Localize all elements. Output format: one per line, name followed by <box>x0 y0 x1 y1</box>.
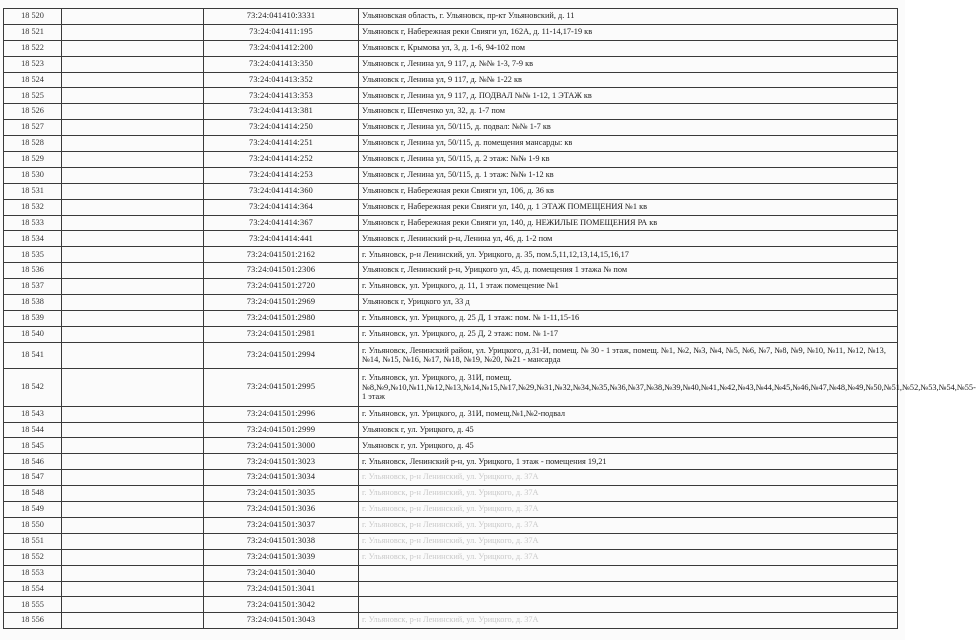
blank-cell <box>62 565 204 581</box>
row-number-cell: 18 546 <box>4 454 62 470</box>
cadastral-number-cell: 73:24:041410:3331 <box>204 9 359 25</box>
address-cell: г. Ульяновск, Ленинский р-н, ул. Урицкого, 1 этаж - помещения 19,21 <box>359 454 898 470</box>
blank-cell <box>62 104 204 120</box>
table-row <box>4 517 898 533</box>
row-number-cell: 18 525 <box>4 88 62 104</box>
row-number-cell: 18 523 <box>4 56 62 72</box>
address-cell: Ульяновская область, г. Ульяновск, пр-кт Ульяновский, д. 11 <box>359 9 898 25</box>
row-number-cell: 18 534 <box>4 231 62 247</box>
address-cell: г. Ульяновск, ул. Урицкого, д. 31И, помещ.№8,№9,№10,№11,№12,№13,№14,№15,№17,№29,№31,№32,№34,№35,№36,№37,№38,№39,№40,№41,№42,№43,№44,№45,№46,№47,№48,№49,№50,№51,№52,№53,№54,№55-1 этаж <box>359 368 898 406</box>
row-number-cell: 18 533 <box>4 215 62 231</box>
address-cell: г. Ульяновск, ул. Урицкого, д. 25 Д, 1 этаж: пом. № 1-11,15-16 <box>359 310 898 326</box>
table-row <box>4 199 898 215</box>
row-number-cell: 18 540 <box>4 326 62 342</box>
table-row <box>4 167 898 183</box>
blank-cell <box>62 247 204 263</box>
blank-cell <box>62 295 204 311</box>
blank-cell <box>62 470 204 486</box>
table-row <box>4 422 898 438</box>
address-cell <box>359 581 898 597</box>
row-number-cell: 18 529 <box>4 152 62 168</box>
cadastral-number-cell: 73:24:041414:367 <box>204 215 359 231</box>
address-cell <box>359 597 898 613</box>
cadastral-number-cell: 73:24:041501:3023 <box>204 454 359 470</box>
blank-cell <box>62 263 204 279</box>
table-row <box>4 310 898 326</box>
cadastral-number-cell: 73:24:041413:381 <box>204 104 359 120</box>
blank-cell <box>62 199 204 215</box>
blank-cell <box>62 152 204 168</box>
row-number-cell: 18 549 <box>4 502 62 518</box>
row-number-cell: 18 543 <box>4 406 62 422</box>
table-row <box>4 368 898 406</box>
blank-cell <box>62 167 204 183</box>
row-number-cell: 18 547 <box>4 470 62 486</box>
cadastral-number-cell: 73:24:041501:2995 <box>204 368 359 406</box>
row-number-cell: 18 526 <box>4 104 62 120</box>
row-number-cell: 18 521 <box>4 24 62 40</box>
row-number-cell: 18 552 <box>4 549 62 565</box>
blank-cell <box>62 215 204 231</box>
address-cell: Ульяновск г, Ленина ул, 50/115, д. 1 этаж: №№ 1-12 кв <box>359 167 898 183</box>
cadastral-number-cell: 73:24:041501:2980 <box>204 310 359 326</box>
cadastral-number-cell: 73:24:041501:2720 <box>204 279 359 295</box>
cadastral-number-cell: 73:24:041501:3036 <box>204 502 359 518</box>
address-cell: Ульяновск г, Ленина ул, 50/115, д. 2 этаж: №№ 1-9 кв <box>359 152 898 168</box>
address-cell: г. Ульяновск, ул. Урицкого, д. 11, 1 этаж помещение №1 <box>359 279 898 295</box>
cadastral-number-cell: 73:24:041501:2306 <box>204 263 359 279</box>
address-cell: Ульяновск г, Ленина ул, 9 117, д. №№ 1-22 кв <box>359 72 898 88</box>
address-cell <box>359 565 898 581</box>
address-cell: г. Ульяновск, р-н Ленинский, ул. Урицкого, д. 35, пом.5,11,12,13,14,15,16,17 <box>359 247 898 263</box>
address-cell: г. Ульяновск, р-н Ленинский, ул. Урицкого, д. 37А <box>359 486 898 502</box>
table-row <box>4 104 898 120</box>
blank-cell <box>62 120 204 136</box>
cadastral-number-cell: 73:24:041501:2969 <box>204 295 359 311</box>
address-cell: Ульяновск г, Крымова ул, 3, д. 1-6, 94-102 пом <box>359 40 898 56</box>
row-number-cell: 18 520 <box>4 9 62 25</box>
address-cell: Ульяновск г, Ленинский р-н, Ленина ул, 46, д. 1-2 пом <box>359 231 898 247</box>
blank-cell <box>62 136 204 152</box>
address-cell: Ульяновск г, Ленина ул, 9 117, д. №№ 1-3, 7-9 кв <box>359 56 898 72</box>
cadastral-number-cell: 73:24:041501:2999 <box>204 422 359 438</box>
table-row <box>4 263 898 279</box>
address-cell: Ульяновск г, Набережная реки Свияги ул, 140, д. 1 ЭТАЖ ПОМЕЩЕНИЯ №1 кв <box>359 199 898 215</box>
cadastral-number-cell: 73:24:041501:3041 <box>204 581 359 597</box>
blank-cell <box>62 597 204 613</box>
blank-cell <box>62 486 204 502</box>
address-cell: Ульяновск г, ул. Урицкого, д. 45 <box>359 438 898 454</box>
row-number-cell: 18 527 <box>4 120 62 136</box>
cadastral-number-cell: 73:24:041501:3037 <box>204 517 359 533</box>
row-number-cell: 18 551 <box>4 533 62 549</box>
cadastral-number-cell: 73:24:041501:2996 <box>204 406 359 422</box>
cadastral-number-cell: 73:24:041413:353 <box>204 88 359 104</box>
table-row <box>4 183 898 199</box>
row-number-cell: 18 542 <box>4 368 62 406</box>
cadastral-number-cell: 73:24:041413:350 <box>204 56 359 72</box>
cadastral-number-cell: 73:24:041501:2981 <box>204 326 359 342</box>
blank-cell <box>62 549 204 565</box>
blank-cell <box>62 310 204 326</box>
row-number-cell: 18 524 <box>4 72 62 88</box>
blank-cell <box>62 517 204 533</box>
cadastral-number-cell: 73:24:041501:2162 <box>204 247 359 263</box>
table-row <box>4 120 898 136</box>
row-number-cell: 18 550 <box>4 517 62 533</box>
blank-cell <box>62 342 204 368</box>
table-row <box>4 326 898 342</box>
cadastral-number-cell: 73:24:041501:3038 <box>204 533 359 549</box>
blank-cell <box>62 88 204 104</box>
cadastral-number-cell: 73:24:041414:252 <box>204 152 359 168</box>
row-number-cell: 18 538 <box>4 295 62 311</box>
cadastral-number-cell: 73:24:041414:250 <box>204 120 359 136</box>
row-number-cell: 18 531 <box>4 183 62 199</box>
cadastral-table <box>3 8 976 629</box>
cadastral-number-cell: 73:24:041501:3035 <box>204 486 359 502</box>
blank-cell <box>62 502 204 518</box>
table-row <box>4 56 898 72</box>
cadastral-number-cell: 73:24:041411:195 <box>204 24 359 40</box>
address-cell: Ульяновск г, Урицкого ул, 33 д <box>359 295 898 311</box>
table-row <box>4 549 898 565</box>
address-cell: г. Ульяновск, р-н Ленинский, ул. Урицкого, д. 37А <box>359 470 898 486</box>
blank-cell <box>62 231 204 247</box>
blank-cell <box>62 56 204 72</box>
address-cell: Ульяновск г, Набережная реки Свияги ул, 140, д. НЕЖИЛЫЕ ПОМЕЩЕНИЯ РА кв <box>359 215 898 231</box>
table-row <box>4 565 898 581</box>
row-number-cell: 18 537 <box>4 279 62 295</box>
address-cell: Ульяновск г, Ленинский р-н, Урицкого ул, 45, д. помещения 1 этажа № пом <box>359 263 898 279</box>
blank-cell <box>62 279 204 295</box>
table-row <box>4 231 898 247</box>
row-number-cell: 18 541 <box>4 342 62 368</box>
table-row <box>4 486 898 502</box>
blank-cell <box>62 581 204 597</box>
cadastral-number-cell: 73:24:041413:352 <box>204 72 359 88</box>
address-cell: г. Ульяновск, р-н Ленинский, ул. Урицкого, д. 37А <box>359 613 898 629</box>
row-number-cell: 18 548 <box>4 486 62 502</box>
table-row <box>4 533 898 549</box>
blank-cell <box>62 183 204 199</box>
cadastral-number-cell: 73:24:041501:3042 <box>204 597 359 613</box>
cadastral-number-cell: 73:24:041501:3000 <box>204 438 359 454</box>
row-number-cell: 18 539 <box>4 310 62 326</box>
address-cell: Ульяновск г, Ленина ул, 50/115, д. подвал: №№ 1-7 кв <box>359 120 898 136</box>
address-cell: г. Ульяновск, Ленинский район, ул. Урицкого, д.31-И, помещ. № 30 - 1 этаж, помещ. №1, №2, №3, №4, №5, №6, №7, №8, №9, №10, №11, №12, №13, №14, №15, №16, №17, №18, №19, №20, №21 - мансарда <box>359 342 898 368</box>
blank-cell <box>62 326 204 342</box>
table-row <box>4 136 898 152</box>
table-row <box>4 470 898 486</box>
table-row <box>4 24 898 40</box>
blank-cell <box>62 613 204 629</box>
row-number-cell: 18 530 <box>4 167 62 183</box>
table-row <box>4 9 898 25</box>
cadastral-number-cell: 73:24:041412:200 <box>204 40 359 56</box>
address-cell: г. Ульяновск, р-н Ленинский, ул. Урицкого, д. 37А <box>359 502 898 518</box>
cadastral-number-cell: 73:24:041414:251 <box>204 136 359 152</box>
table-row <box>4 597 898 613</box>
table-row <box>4 502 898 518</box>
table-row <box>4 72 898 88</box>
row-number-cell: 18 556 <box>4 613 62 629</box>
address-cell: г. Ульяновск, р-н Ленинский, ул. Урицкого, д. 37А <box>359 549 898 565</box>
blank-cell <box>62 40 204 56</box>
cadastral-number-cell: 73:24:041501:3043 <box>204 613 359 629</box>
table-row <box>4 247 898 263</box>
cadastral-number-cell: 73:24:041501:2994 <box>204 342 359 368</box>
table-row <box>4 454 898 470</box>
row-number-cell: 18 528 <box>4 136 62 152</box>
cadastral-number-cell: 73:24:041414:364 <box>204 199 359 215</box>
table-row <box>4 40 898 56</box>
row-number-cell: 18 545 <box>4 438 62 454</box>
table-row <box>4 406 898 422</box>
cadastral-number-cell: 73:24:041501:3040 <box>204 565 359 581</box>
address-cell: Ульяновск г, Шевченко ул, 32, д. 1-7 пом <box>359 104 898 120</box>
row-number-cell: 18 532 <box>4 199 62 215</box>
address-cell: г. Ульяновск, ул. Урицкого, д. 25 Д, 2 этаж: пом. № 1-17 <box>359 326 898 342</box>
address-cell: Ульяновск г, Ленина ул, 9 117, д. ПОДВАЛ №№ 1-12, 1 ЭТАЖ кв <box>359 88 898 104</box>
address-cell: Ульяновск г, ул. Урицкого, д. 45 <box>359 422 898 438</box>
address-cell: г. Ульяновск, ул. Урицкого, д. 31И, помещ.№1,№2-подвал <box>359 406 898 422</box>
address-cell: Ульяновск г, Набережная реки Свияги ул, 162А, д. 11-14,17-19 кв <box>359 24 898 40</box>
blank-cell <box>62 9 204 25</box>
row-number-cell: 18 535 <box>4 247 62 263</box>
blank-cell <box>62 24 204 40</box>
blank-cell <box>62 406 204 422</box>
blank-cell <box>62 368 204 406</box>
address-cell: г. Ульяновск, р-н Ленинский, ул. Урицкого, д. 37А <box>359 517 898 533</box>
row-number-cell: 18 554 <box>4 581 62 597</box>
cadastral-number-cell: 73:24:041414:360 <box>204 183 359 199</box>
table-row <box>4 88 898 104</box>
row-number-cell: 18 553 <box>4 565 62 581</box>
blank-cell <box>62 438 204 454</box>
table-row <box>4 613 898 629</box>
table-row <box>4 152 898 168</box>
table-row <box>4 438 898 454</box>
blank-cell <box>62 72 204 88</box>
row-number-cell: 18 555 <box>4 597 62 613</box>
row-number-cell: 18 522 <box>4 40 62 56</box>
row-number-cell: 18 544 <box>4 422 62 438</box>
table-row <box>4 279 898 295</box>
cadastral-number-cell: 73:24:041414:253 <box>204 167 359 183</box>
table-row <box>4 215 898 231</box>
table-body <box>4 9 976 629</box>
table-row <box>4 295 898 311</box>
row-number-cell: 18 536 <box>4 263 62 279</box>
blank-cell <box>62 454 204 470</box>
blank-cell <box>62 533 204 549</box>
address-cell: Ульяновск г, Набережная реки Свияги ул, 106, д. 36 кв <box>359 183 898 199</box>
cadastral-number-cell: 73:24:041414:441 <box>204 231 359 247</box>
cadastral-number-cell: 73:24:041501:3034 <box>204 470 359 486</box>
blank-cell <box>62 422 204 438</box>
table-row <box>4 342 898 368</box>
table-row <box>4 581 898 597</box>
address-cell: г. Ульяновск, р-н Ленинский, ул. Урицкого, д. 37А <box>359 533 898 549</box>
cadastral-number-cell: 73:24:041501:3039 <box>204 549 359 565</box>
address-cell: Ульяновск г, Ленина ул, 50/115, д. помещения мансарды: кв <box>359 136 898 152</box>
